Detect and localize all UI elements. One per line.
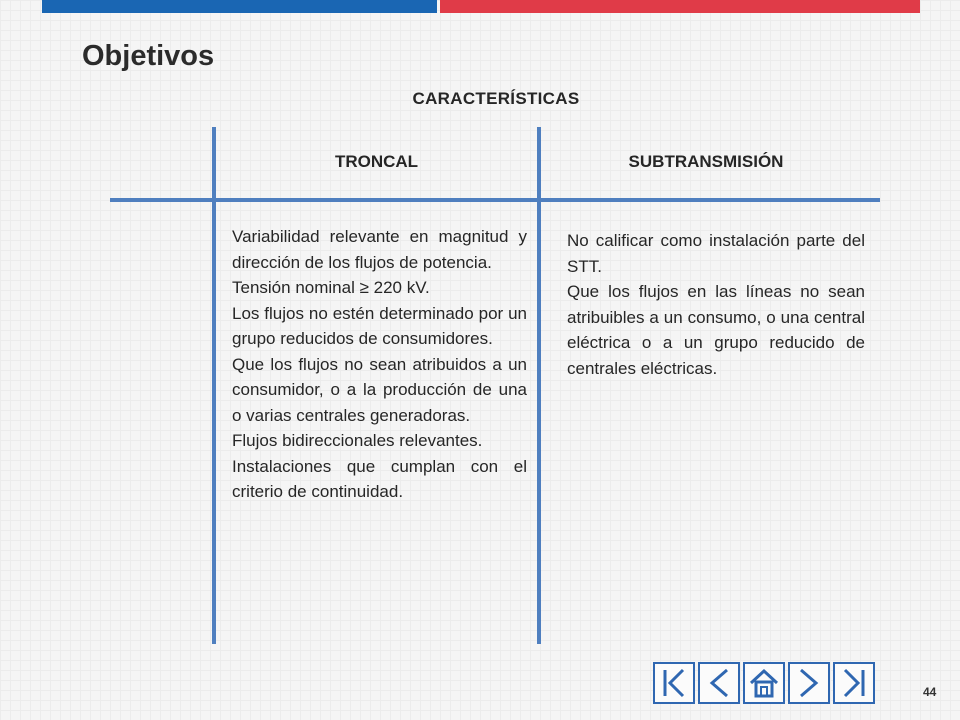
- next-icon: [795, 668, 823, 698]
- column-header-troncal: TRONCAL: [334, 152, 419, 171]
- troncal-item: Los flujos no estén determinado por un grupo reducidos de consumidores.: [232, 303, 527, 348]
- top-bar-blue: [42, 0, 437, 13]
- slide-subtitle: CARACTERÍSTICAS: [412, 89, 580, 108]
- troncal-item: Que los flujos no sean atribuidos a un consumidor, o a la producción de una o varias centrales generadoras.: [232, 354, 527, 425]
- previous-icon: [705, 668, 733, 698]
- home-icon: [749, 668, 779, 698]
- last-icon: [840, 668, 868, 698]
- top-bar-red: [440, 0, 920, 13]
- table-header-divider: [110, 198, 880, 202]
- table-divider-left: [212, 127, 216, 644]
- first-icon: [660, 668, 688, 698]
- subtransmision-item: No calificar como instalación parte del STT.: [567, 231, 865, 276]
- previous-slide-button[interactable]: [698, 662, 740, 704]
- troncal-item: Flujos bidireccionales relevantes.: [232, 431, 483, 450]
- table-divider-middle: [537, 127, 541, 644]
- column-header-subtransmision: SUBTRANSMISIÓN: [628, 152, 784, 171]
- slide-navigation: [653, 662, 875, 704]
- troncal-item: Tensión nominal ≥ 220 kV.: [232, 278, 430, 297]
- last-slide-button[interactable]: [833, 662, 875, 704]
- column-body-subtransmision: [567, 228, 865, 381]
- slide-title: Objetivos: [82, 40, 215, 72]
- troncal-item: Instalaciones que cumplan con el criterio de continuidad.: [232, 456, 527, 501]
- home-button[interactable]: [743, 662, 785, 704]
- subtransmision-item: Que los flujos en las líneas no sean atribuibles a un consumo, o una central eléctrica o a un grupo reducido de centrales eléctricas.: [567, 282, 865, 378]
- first-slide-button[interactable]: [653, 662, 695, 704]
- next-slide-button[interactable]: [788, 662, 830, 704]
- troncal-item: Variabilidad relevante en magnitud y dirección de los flujos de potencia.: [232, 227, 527, 272]
- page-number: 44: [923, 685, 937, 699]
- column-body-troncal: [232, 224, 527, 505]
